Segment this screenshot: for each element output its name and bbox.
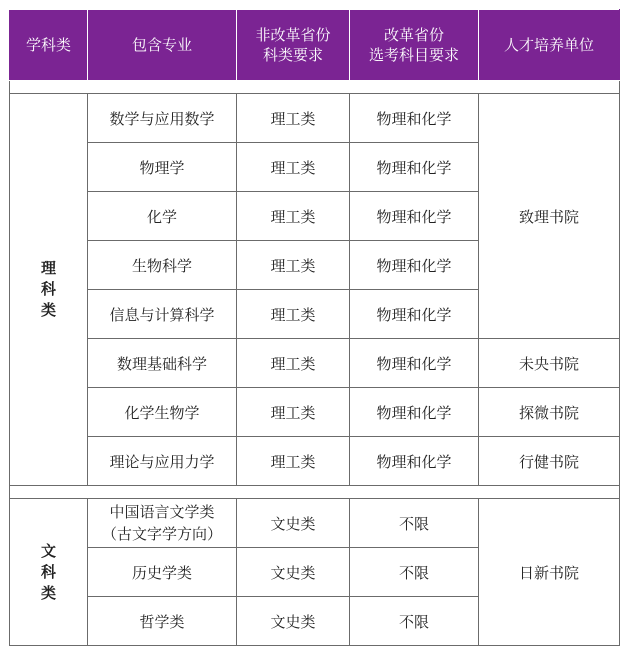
non-reform-cell: 文史类 bbox=[237, 597, 350, 646]
major-cell: 信息与计算科学 bbox=[88, 290, 237, 339]
reform-cell: 物理和化学 bbox=[350, 437, 479, 486]
non-reform-cell: 理工类 bbox=[237, 94, 350, 143]
header-row bbox=[10, 10, 620, 81]
header-unit: 人才培养单位 bbox=[479, 10, 620, 81]
major-cell: 生物科学 bbox=[88, 241, 237, 290]
major-cell: 化学生物学 bbox=[88, 388, 237, 437]
major-requirements-table bbox=[9, 9, 620, 646]
table-row bbox=[10, 388, 620, 437]
table-row bbox=[10, 94, 620, 143]
category-science: 理 科 类 bbox=[10, 94, 88, 486]
reform-cell: 不限 bbox=[350, 499, 479, 548]
reform-cell: 物理和化学 bbox=[350, 94, 479, 143]
major-line: （古文字学方向） bbox=[101, 525, 222, 543]
major-cell: 数学与应用数学 bbox=[88, 94, 237, 143]
spacer-row bbox=[10, 486, 620, 499]
reform-cell: 物理和化学 bbox=[350, 143, 479, 192]
major-cell: 化学 bbox=[88, 192, 237, 241]
unit-cell: 致理书院 bbox=[479, 94, 620, 339]
major-cell bbox=[88, 499, 237, 548]
major-cell: 历史学类 bbox=[88, 548, 237, 597]
non-reform-cell: 理工类 bbox=[237, 241, 350, 290]
non-reform-cell: 文史类 bbox=[237, 548, 350, 597]
non-reform-cell: 理工类 bbox=[237, 339, 350, 388]
header-majors: 包含专业 bbox=[88, 10, 237, 81]
reform-cell: 物理和化学 bbox=[350, 339, 479, 388]
non-reform-cell: 理工类 bbox=[237, 388, 350, 437]
unit-cell: 探微书院 bbox=[479, 388, 620, 437]
category-arts: 文 科 类 bbox=[10, 499, 88, 646]
unit-cell: 未央书院 bbox=[479, 339, 620, 388]
spacer-row bbox=[10, 81, 620, 94]
major-cell: 理论与应用力学 bbox=[88, 437, 237, 486]
header-discipline: 学科类 bbox=[10, 10, 88, 81]
header-non-reform: 非改革省份 科类要求 bbox=[237, 10, 350, 81]
table-row bbox=[10, 437, 620, 486]
header-reform: 改革省份 选考科目要求 bbox=[350, 10, 479, 81]
non-reform-cell: 理工类 bbox=[237, 290, 350, 339]
reform-cell: 物理和化学 bbox=[350, 192, 479, 241]
major-cell: 数理基础科学 bbox=[88, 339, 237, 388]
table-row bbox=[10, 339, 620, 388]
non-reform-cell: 理工类 bbox=[237, 192, 350, 241]
unit-cell: 行健书院 bbox=[479, 437, 620, 486]
reform-cell: 不限 bbox=[350, 597, 479, 646]
non-reform-cell: 理工类 bbox=[237, 143, 350, 192]
reform-cell: 不限 bbox=[350, 548, 479, 597]
reform-cell: 物理和化学 bbox=[350, 241, 479, 290]
major-cell: 物理学 bbox=[88, 143, 237, 192]
non-reform-cell: 文史类 bbox=[237, 499, 350, 548]
major-cell: 哲学类 bbox=[88, 597, 237, 646]
table-row bbox=[10, 499, 620, 548]
reform-cell: 物理和化学 bbox=[350, 388, 479, 437]
reform-cell: 物理和化学 bbox=[350, 290, 479, 339]
non-reform-cell: 理工类 bbox=[237, 437, 350, 486]
unit-cell: 日新书院 bbox=[479, 499, 620, 646]
major-line: 中国语言文学类 bbox=[109, 503, 215, 521]
